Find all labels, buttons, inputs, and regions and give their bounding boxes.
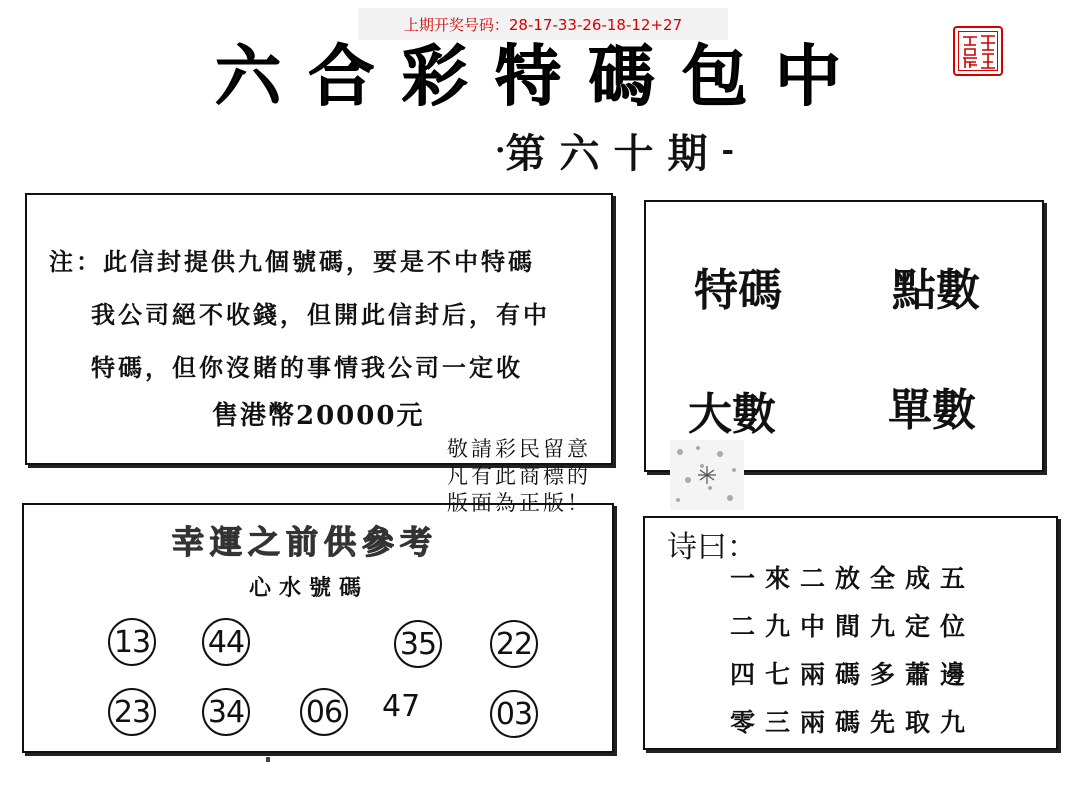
title-char: 特 <box>494 36 565 115</box>
number-ball: 06 <box>300 688 348 736</box>
poem-box <box>643 516 1058 750</box>
brand-seal <box>953 26 1003 76</box>
title-char: 中 <box>774 36 845 115</box>
number-ball: 35 <box>394 620 442 668</box>
poem-line: 二九中間九定位 <box>730 612 976 641</box>
number-ball: 22 <box>490 620 538 668</box>
poem-line: 零三兩碼先取九 <box>730 708 976 737</box>
number-ball: 44 <box>202 618 250 666</box>
poem-text <box>730 555 975 747</box>
term-special: 特碼 <box>694 265 782 316</box>
notice-line: 版面為正版！ <box>447 491 591 515</box>
number-ball: 13 <box>108 618 156 666</box>
notice-line: 敬請彩民留意 <box>447 437 591 461</box>
note-line: 特碼，但你沒賭的事情我公司一定收 <box>91 353 523 382</box>
title-char: 包 <box>681 36 752 115</box>
notice-line: 凡有此商標的 <box>447 464 591 488</box>
poem-heading: 诗曰： <box>667 530 757 565</box>
poem-line: 一來二放全成五 <box>730 564 976 593</box>
terms-box <box>644 200 1044 472</box>
number-ball: 03 <box>490 690 538 738</box>
main-title <box>215 30 845 115</box>
last-draw-banner: 上期开奖号码：28-17-33-26-18-12+27 <box>358 8 728 40</box>
title-char: 六 <box>215 36 285 115</box>
issue-number <box>495 120 734 180</box>
price-text: 售港幣20000元 <box>212 401 425 431</box>
poem-line: 四七兩碼多蕭邊 <box>730 660 976 689</box>
lucky-numbers-box <box>22 503 614 753</box>
title-char: 彩 <box>401 36 472 115</box>
note-line: 注：此信封提供九個號碼，要是不中特碼 <box>49 247 535 276</box>
number-plain: 47 <box>382 689 421 724</box>
number-ball: 34 <box>202 688 250 736</box>
seal-mark-icon <box>958 31 998 71</box>
trademark-pattern-icon <box>670 440 744 510</box>
note-text <box>49 235 589 394</box>
issue-text: 第六十期 <box>505 129 722 177</box>
lucky-title: 幸運之前供參考 <box>172 523 439 561</box>
number-ball: 23 <box>108 688 156 736</box>
note-line: 我公司絕不收錢，但開此信封后，有中 <box>91 300 550 329</box>
term-big: 大數 <box>688 389 776 440</box>
title-char: 碼 <box>588 36 659 115</box>
issue-dot-left: · <box>495 132 506 168</box>
issue-dot-right: - <box>721 132 734 168</box>
term-odd: 單數 <box>888 385 976 436</box>
term-points: 點數 <box>892 265 980 316</box>
title-char: 合 <box>308 36 379 115</box>
note-box <box>25 193 613 465</box>
print-speck <box>266 757 270 762</box>
lucky-subtitle: 心水號碼 <box>249 575 370 601</box>
